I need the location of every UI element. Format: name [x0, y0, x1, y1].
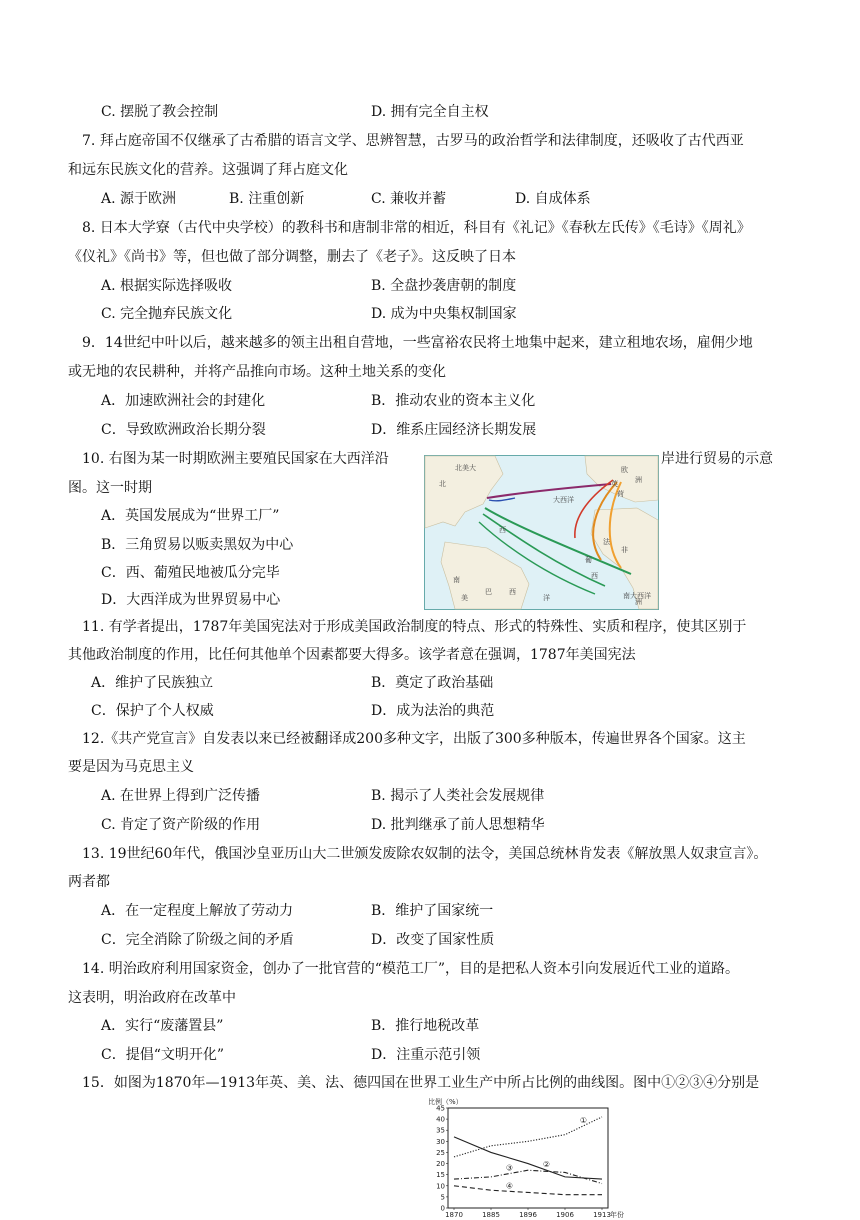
answer-option: A．维护了民族独立 [91, 673, 213, 693]
answer-option: D．注重示范引领 [371, 1045, 480, 1065]
map-label: 西 [591, 572, 598, 580]
answer-option: B．奠定了政治基础 [371, 673, 493, 693]
series-label: ② [543, 1160, 550, 1169]
question-text-line: 图。这一时期 [68, 478, 152, 498]
map-label: 欧 [621, 466, 628, 474]
x-tick-label: 1906 [556, 1211, 574, 1219]
answer-option: C．保护了个人权威 [91, 701, 214, 721]
answer-option: A. 在世界上得到广泛传播 [101, 786, 260, 806]
y-axis-label: 比例（%） [428, 1097, 463, 1106]
question-text-line: 两者都 [68, 872, 110, 892]
answer-option: D．改变了国家性质 [371, 930, 494, 950]
y-tick-label: 5 [441, 1193, 445, 1201]
question-text-line: 和远东民族文化的营养。这强调了拜占庭文化 [68, 160, 348, 180]
map-label: 法 [603, 538, 610, 546]
question-text-line: 9．14世纪中叶以后，越来越多的领主出租自营地，一些富裕农民将土地集中起来，建立租地农场，雇佣少地 [82, 333, 753, 353]
question-text-line: 15．如图为1870年—1913年英、美、法、德四国在世界工业生产中所占比例的曲线图。图中①②③④分别是 [82, 1073, 759, 1093]
y-tick-label: 25 [436, 1149, 445, 1157]
answer-option: D．维系庄园经济长期发展 [371, 420, 536, 440]
question-text-line: 或无地的农民耕种，并将产品推向市场。这种土地关系的变化 [68, 362, 446, 382]
map-label: 非 [621, 546, 628, 554]
question-text-line: 这表明，明治政府在改革中 [68, 988, 236, 1008]
y-tick-label: 40 [436, 1116, 445, 1124]
x-axis-label: 年份 [610, 1210, 624, 1219]
map-label: 大 [469, 464, 476, 472]
answer-option: C．导致欧洲政治长期分裂 [101, 420, 266, 440]
answer-option: A．实行“废藩置县” [101, 1016, 223, 1036]
y-tick-label: 45 [436, 1105, 445, 1113]
question-text-line: 11. 有学者提出，1787年美国宪法对于形成美国政治制度的特点、形式的特殊性、实质和程序，使其区别于 [82, 617, 746, 637]
route-blue [489, 498, 515, 501]
answer-option: D. 拥有完全自主权 [371, 102, 489, 122]
answer-option: B．维护了国家统一 [371, 901, 493, 921]
answer-option: B. 注重创新 [229, 189, 304, 209]
answer-option: B．推动农业的资本主义化 [371, 391, 535, 411]
question-text-line: 8. 日本大学寮（古代中央学校）的教科书和唐制非常的相近，科目有《礼记》《春秋左氏传》《毛诗》《周礼》 [82, 218, 751, 238]
map-label: 洲 [635, 598, 642, 606]
question-text-line: 其他政治制度的作用，比任何其他单个因素都要大得多。该学者意在强调，1787年美国宪法 [68, 645, 636, 665]
question-text-line: 岸进行贸易的示意 [661, 449, 773, 469]
question-text-line: 要是因为马克思主义 [68, 757, 194, 777]
x-tick-label: 1913 [593, 1211, 611, 1219]
answer-option: A．英国发展成为“世界工厂” [101, 506, 279, 526]
answer-option: A．加速欧洲社会的封建化 [101, 391, 265, 411]
route-purple [487, 484, 611, 498]
answer-option: B. 揭示了人类社会发展规律 [371, 786, 544, 806]
answer-option: C. 兼收并蓄 [371, 189, 446, 209]
map-label: 西 [499, 526, 506, 534]
question-text-line: 12.《共产党宣言》自发表以来已经被翻译成200多种文字，出版了300多种版本，传遍世界各个国家。这主 [82, 729, 746, 749]
map-label: 荷 [617, 490, 624, 498]
series-label: ③ [506, 1164, 513, 1173]
answer-option: C. 肯定了资产阶级的作用 [101, 815, 260, 835]
question-text-line: 7. 拜占庭帝国不仅继承了古希腊的语言文学、思辨智慧，古罗马的政治哲学和法律制度，还吸收了古代西亚 [82, 131, 744, 151]
map-label: 洲 [635, 476, 642, 484]
answer-option: B．三角贸易以贩卖黑奴为中心 [101, 535, 293, 555]
y-tick-label: 15 [436, 1171, 445, 1179]
chart-svg [426, 1096, 616, 1216]
map-label: 西 [509, 588, 516, 596]
map-label: 美 [461, 594, 468, 602]
map-label: 英 [611, 480, 618, 488]
answer-option: C. 完全抛弃民族文化 [101, 304, 232, 324]
map-label: 北美 [455, 464, 469, 472]
answer-option: A. 根据实际选择吸收 [101, 276, 232, 296]
map-label: 巴 [485, 588, 492, 596]
y-tick-label: 20 [436, 1160, 445, 1168]
answer-option: A．在一定程度上解放了劳动力 [101, 901, 293, 921]
y-tick-label: 0 [441, 1205, 445, 1213]
answer-option: D. 成为中央集权制国家 [371, 304, 517, 324]
answer-option: C．西、葡殖民地被瓜分完毕 [101, 563, 280, 583]
industry-share-chart [426, 1096, 616, 1216]
y-tick-label: 10 [436, 1182, 445, 1190]
map-label: 大西洋 [553, 496, 574, 504]
answer-option: D．成为法治的典范 [371, 701, 494, 721]
map-label: 南大西洋 [623, 592, 651, 600]
question-text-line: 13. 19世纪60年代，俄国沙皇亚历山大二世颁发废除农奴制的法令，美国总统林肯发表《解放黑人奴隶宣言》。 [82, 844, 767, 864]
map-label: 北 [439, 480, 446, 488]
map-label: 洋 [543, 594, 550, 602]
y-tick-label: 35 [436, 1127, 445, 1135]
series-label: ④ [506, 1181, 513, 1190]
question-text-line: 《仪礼》《尚书》等，但也做了部分调整，删去了《老子》。这反映了日本 [68, 247, 516, 267]
answer-option: D. 批判继承了前人思想精华 [371, 815, 545, 835]
y-tick-label: 30 [436, 1138, 445, 1146]
series-label: ① [580, 1116, 587, 1125]
atlantic-trade-map [424, 455, 659, 610]
map-label: 葡 [585, 556, 592, 564]
answer-option: C．完全消除了阶级之间的矛盾 [101, 930, 294, 950]
answer-option: D．大西洋成为世界贸易中心 [101, 590, 280, 610]
question-text-line: 10. 右图为某一时期欧洲主要殖民国家在大西洋沿 [82, 449, 389, 469]
x-tick-label: 1896 [519, 1211, 537, 1219]
map-svg [425, 456, 658, 609]
answer-option: B．推行地税改革 [371, 1016, 479, 1036]
answer-option: C．提倡“文明开化” [101, 1045, 224, 1065]
question-text-line: 14. 明治政府利用国家资金，创办了一批官营的“模范工厂”，目的是把私人资本引向发展近代工业的道路。 [82, 959, 739, 979]
x-tick-label: 1885 [482, 1211, 500, 1219]
x-tick-label: 1870 [445, 1211, 463, 1219]
answer-option: A. 源于欧洲 [101, 189, 176, 209]
answer-option: D. 自成体系 [515, 189, 591, 209]
map-label: 南 [453, 576, 460, 584]
answer-option: C. 摆脱了教会控制 [101, 102, 218, 122]
answer-option: B. 全盘抄袭唐朝的制度 [371, 276, 516, 296]
